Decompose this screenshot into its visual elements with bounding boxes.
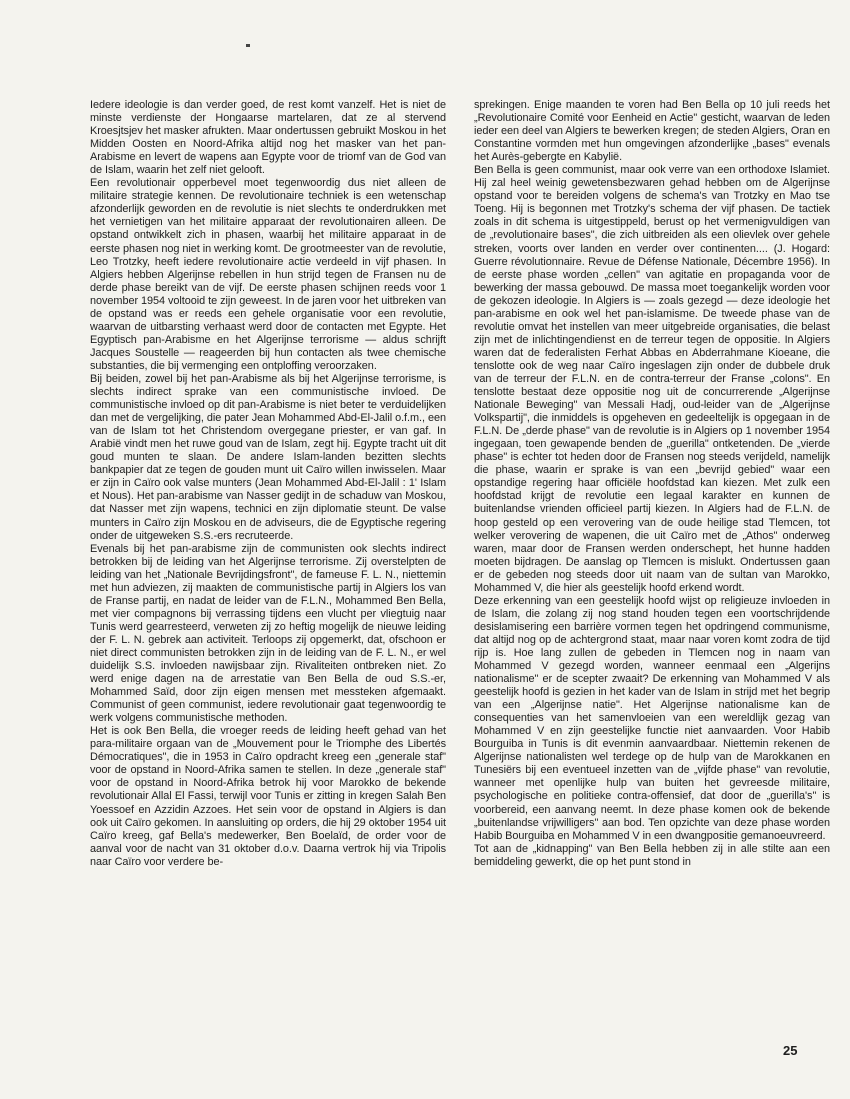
paragraph: Een revolutionair opperbevel moet tegenwoordig dus niet alleen de militaire strategie kennen. De revolutionaire techniek is een wetenschap afzonderlijk geworden en de revolutie is niet slechts te onderdrukken met het vernietigen van het militaire apparaat der revolutionairen alleen. De opstand ontwikkelt zich in phasen, waarbij het militaire apparaat in de eerste phasen nog niet in werking komt. De grootmeester van de revolutie, Leo Trotzky, heeft iedere revolutionaire actie verdeeld in vijf phasen. In Algiers hebben Algerijnse rebellen in hun strijd tegen de Fransen nu de derde phase bereikt van de vijf. De eerste phasen schijnen reeds voor 1 november 1954 voltooid te zijn geweest. In de jaren voor het uitbreken van de opstand was er reeds een gehele organisatie voor een revolutie, waarvan de uitbarsting verhaast werd door de contacten met Egypte. Het Egyptisch pan-Arabisme en het Algerijnse terrorisme — aldus schrijft Jacques Soustelle — reageerden bij hun contacten als twee chemische substanties, die bij vermenging een ontploffing veroorzaken. (90, 177, 446, 372)
paragraph: Evenals bij het pan-arabisme zijn de communisten ook slechts indirect betrokken bij de leiding van het Algerijnse terrorisme. Zij overstelpten de leiding van het „Nationale Bevrijdingsfront", de fameuse F. L. N., niettemin met hun adviezen, zij maakten de communistische partij in Algiers los van de Franse partij, en nadat de leider van de F.L.N., Mohammed Ben Bella, met vier compagnons bij verrassing tijdens een vlucht per vliegtuig naar Tunis werd gearresteerd, verweten zij zo heftig mogelijk de nieuwe leiding der F. L. N. gebrek aan activiteit. Terloops zij opgemerkt, dat, ofschoon er niet direct communisten betrokken zijn in de leiding van de F. L. N., er wel duidelijk S.S. invloeden nawijsbaar zijn. Rivaliteiten ontbreken niet. Zo werd enige dagen na de arrestatie van Ben Bella de oud S.S.-er, Mohammed Saïd, door zijn eigen mensen met messteken afgemaakt. Communist of geen communist, iedere revolutionair gaat tegenwoordig te werk volgens communistische methoden. (90, 542, 446, 725)
paragraph: Tot aan de „kidnapping" van Ben Bella hebben zij in alle stilte aan een bemiddeling gewerkt, die op het punt stond in (474, 842, 830, 868)
page-number: 25 (783, 1043, 798, 1058)
paragraph: Iedere ideologie is dan verder goed, de rest komt vanzelf. Het is niet de minste verdienste der Hongaarse martelaren, dat ze al stervend Kroesjtsjev het masker afrukten. Maar ondertussen gebruikt Moskou in het Midden Oosten en Noord-Afrika altijd nog het masker van het pan-Arabisme en levert de wapens aan Egypte voor de triomf van de God van de Islam, waarin het zelf niet gelooft. (90, 99, 446, 177)
paragraph: sprekingen. Enige maanden te voren had Ben Bella op 10 juli reeds het „Revolutionaire Comité voor Eenheid en Actie" gesticht, waarvan de leden ieder een deel van Algiers te bewerken kregen; de steden Algiers, Oran en Constantine vormden met hun omgevingen afzonderlijke „bases" evenals het Aurès-gebergte en Kabylië. (474, 99, 830, 164)
right-column (474, 99, 830, 869)
paragraph: Ben Bella is geen communist, maar ook verre van een orthodoxe Islamiet. Hij zal heel weinig gewetensbezwaren gehad hebben om de Algerijnse opstand voor te bereiden volgens de schema's van Trotzky en Mao tse Toeng. Hij is begonnen met Trotzky's schema der vijf phasen. De tactiek zoals in dit schema is uitgestippeld, berust op het vermenigvuldigen van de „revolutionaire bases", die zich uitbreiden als een olievlek over gehele streken, voorts over landen en verder over continenten.... (J. Hogard: Guerre révolutionnaire. Revue de Défense Nationale, Décembre 1956). In de eerste phase worden „cellen" van agitatie en propaganda voor de bewerking der massa gebouwd. De massa moet toegankelijk worden voor de gekozen ideologie. In Algiers is — zoals gezegd — deze ideologie het pan-arabisme en ook wel het pan-islamisme. De tweede phase van de revolutie omvat het instellen van meer uitgebreide organisaties, die belast zijn met de inlichtingendienst en de terreur tegen de oppositie. In Algiers waren dat de federalisten Ferhat Abbas en Abderrahmane Kioeane, die tenslotte ook de weg naar Caïro ingeslagen zijn onder de dubbele druk van de terreur der F.L.N. en de contra-terreur der Franse „colons". En tenslotte bestaat deze oppositie nog uit de concurrerende „Algerijnse Nationale Beweging" van Messali Hadj, oud-leider van de „Algerijnse Volkspartij", die inmiddels is opgeheven en gedeeltelijk is opgegaan in de F.L.N. De „derde phase" van de revolutie is in Algiers op 1 november 1954 ingegaan, toen gewapende benden de „guerilla" ontketenden. De „vierde phase" is echter tot heden door de Fransen nog steeds verijdeld, namelijk die phase, waarin er sprake is van een „bevrijd gebied" waar een opstandige regering haar officiële hoofdstad kan kiezen. Met zulk een hoofdstad krijgt de revolutie een legaal karakter en kunnen de buitenlandse vrienden officieel partij kiezen. In Algiers had de F.L.N. de hoop gesteld op een verovering van de oude heilige stad Tlemcen, tot welker verovering de wapenen, die uit Caïro met de „Athos" onderweg waren, maar door de Fransen werden onderschept, het hunne hadden moeten bijdragen. De aanslag op Tlemcen is mislukt. Ondertussen gaan er de gebeden nog steeds door uit naam van de sultan van Marokko, Mohammed V, die hier als geestelijk hoofd erkend wordt. (474, 164, 830, 594)
scan-mark (246, 44, 250, 47)
paragraph: Deze erkenning van een geestelijk hoofd wijst op religieuze invloeden in de Islam, die zolang zij nog stand houden tegen een voortschrijdende desislamisering een barrière vormen tegen het opdringend communisme, dat altijd nog op de achtergrond staat, maar naar voren komt zodra de tijd rijp is. Hoe lang zullen de gebeden in Tlemcen nog in naam van Mohammed V gezegd worden, wanneer eenmaal een „Algerijns nationalisme" er de scepter zwaait? De erkenning van Mohammed V als geestelijk hoofd is gezien in het kader van de Islam in strijd met het begrip van een „Algerijnse natie". Het Algerijnse nationalisme kan de consequenties van het samenvloeien van een wereldlijk gezag van Mohammed V en zijn geestelijke functie niet aanvaarden. Voor Habib Bourguiba in Tunis is dit evenmin aanvaardbaar. Niettemin rekenen de Algerijnse nationalisten wel terdege op de hulp van de Marokkanen en Tunesiërs bij een eventueel inzetten van de „vijfde phase" van revolutie, wanneer met openlijke hulp van buiten het gevreesde militaire, psychologische en politieke contra-offensief, dat door de „guerilla's" is voorbereid, een aanvang neemt. In deze phase komen ook de bekende „buitenlandse vrijwilligers" aan bod. Ten opzichte van deze phase worden Habib Bourguiba en Mohammed V in een dwangpositie gemanoeuvreerd. (474, 594, 830, 842)
paragraph: Het is ook Ben Bella, die vroeger reeds de leiding heeft gehad van het para-militaire orgaan van de „Mouvement pour le Triomphe des Libertés Démocratiques", die in 1953 in Caïro opdracht kreeg een „generale staf" voor de opstand in Noord-Afrika samen te stellen. In deze „generale staf" voor de opstand in Noord-Afrika betrok hij voor Marokko de bekende revolutionair Allal El Fassi, terwijl voor Tunis er zitting in kregen Salah Ben Yoessoef en Azzidin Azzoes. Het sein voor de opstand in Algiers is dan ook uit Caïro gekomen. In aansluiting op orders, die hij 29 oktober 1954 uit Caïro kreeg, gaf Bella's medewerker, Ben Boelaïd, de order voor de aanval voor de nacht van 31 oktober d.o.v. Daarna vertrok hij via Tripolis naar Caïro voor verdere be- (90, 725, 446, 868)
paragraph: Bij beiden, zowel bij het pan-Arabisme als bij het Algerijnse terrorisme, is slechts indirect sprake van een communistische invloed. De communistische invloed op dit pan-Arabisme is niet beter te verduidelijken dan met de vergelijking, die pater Jean Mohammed Abd-El-Jalil o.f.m., een van de Islam tot het Christendom overgegane priester, er van gaf. In Arabië vindt men het ruwe goud van de Islam, zegt hij. Egypte tracht uit dit goud munten te slaan. De andere Islam-landen bezitten slechts bankpapier dat ze tegen de gouden munt uit Caïro willen inwisselen. Maar er zijn in Caïro ook valse munters (Jean Mohammed Abd-El-Jalil : 1' Islam et Nous). Het pan-arabisme van Nasser gedijt in de schaduw van Moskou, dat Nasser met zijn wapens, technici en zijn diplomatie steunt. De valse munters in Caïro zijn Moskou en de adviseurs, die de Egyptische regering onder de uitgeweken S.S.-ers recruteerde. (90, 372, 446, 542)
left-column (90, 99, 446, 869)
